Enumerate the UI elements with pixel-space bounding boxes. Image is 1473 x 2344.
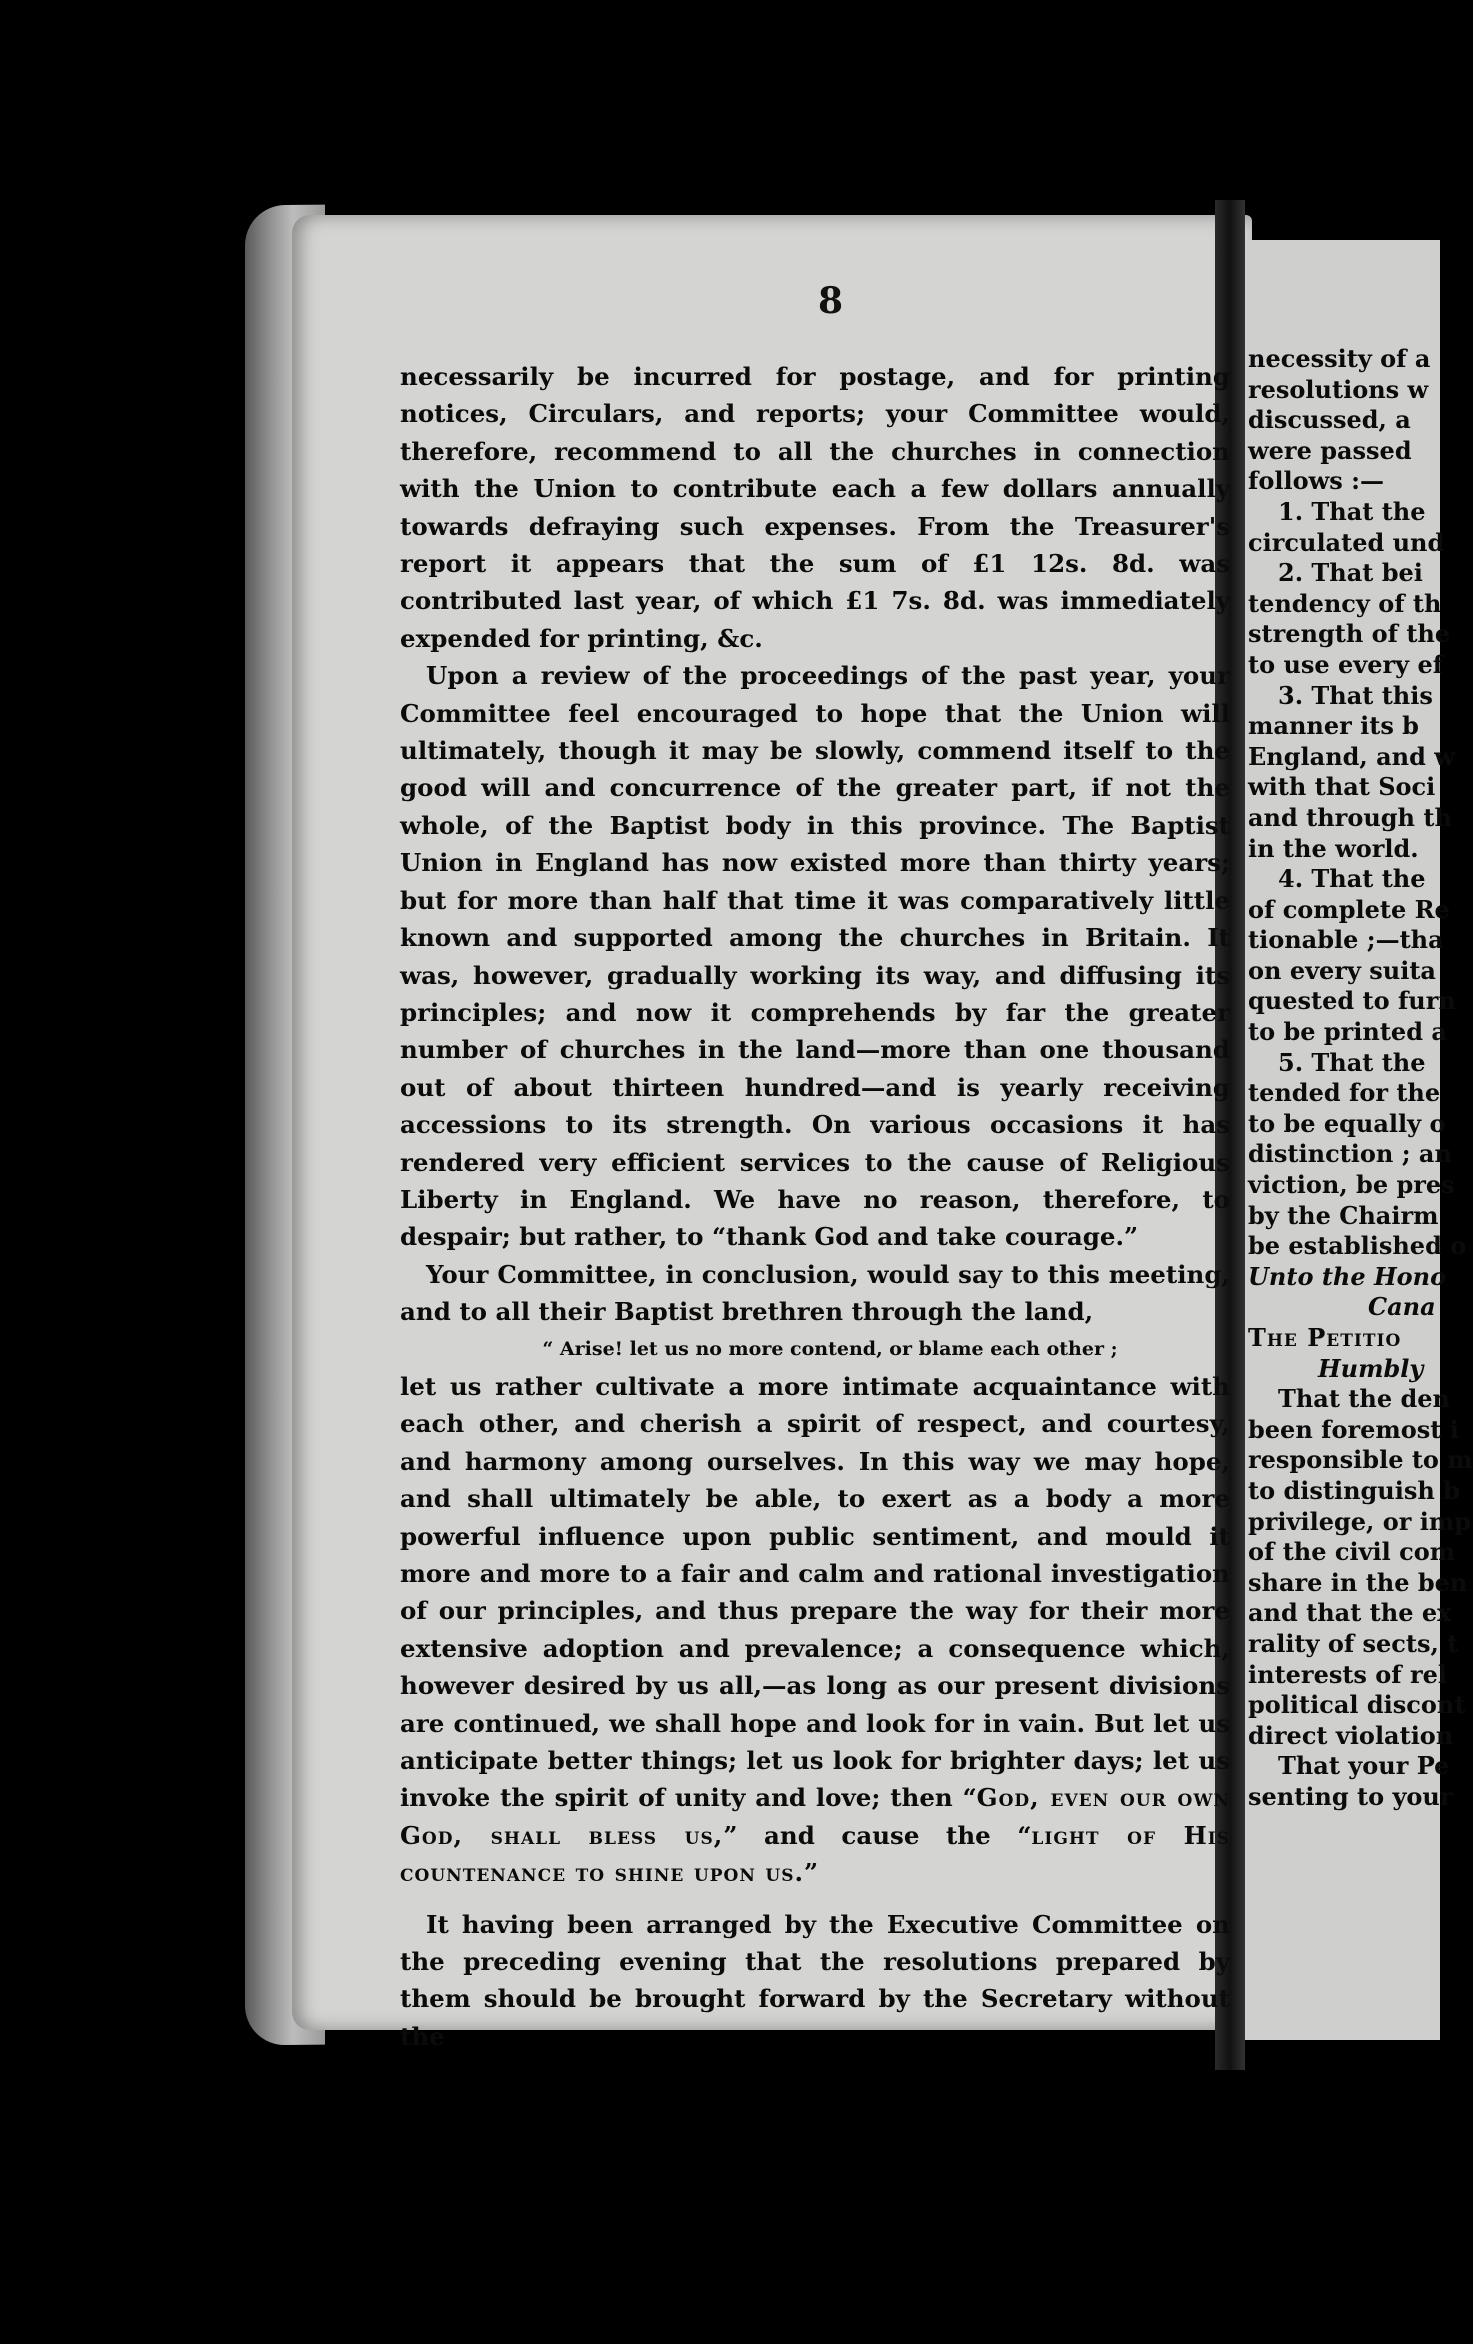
right-page-line: political discont <box>1248 1690 1466 1720</box>
right-page-line: circulated und <box>1248 527 1445 557</box>
right-page-line: quested to furn <box>1248 986 1456 1016</box>
right-page-line: resolutions w <box>1248 374 1429 404</box>
left-page-text <box>400 358 1230 2055</box>
right-page-line: tionable ;—tha <box>1248 925 1444 955</box>
right-page-line: tendency of th <box>1248 588 1442 618</box>
paragraph-text: ” and cause the “ <box>723 1820 1032 1850</box>
right-page-line: and that the ex <box>1248 1598 1452 1628</box>
paragraph: Your Committee, in conclusion, would say to this meeting, and to all their Baptist brethren through the land, <box>400 1259 1230 1327</box>
right-page-line: strength of the <box>1248 619 1451 649</box>
right-page-line: tended for the <box>1248 1078 1441 1108</box>
paragraph: necessarily be incurred for postage, and for printing notices, Circulars, and reports; your Committee would, therefore, recommend to all the churches in connection with the Union to contribute each a few dollars annually towards defraying such expenses. From the Treasurer's report it appears that the sum of £1 12s. 8d. was contributed last year, of which £1 7s. 8d. was immediately expended for printing, &c. <box>400 362 1230 653</box>
paragraph: Upon a review of the proceedings of the past year, your Committee feel encouraged to hope that the Union will ultimately, though it may be slowly, commend itself to the good will and concurrence of the greater part, if not the whole, of the Baptist body in this province. The Baptist Union in England has now existed more than thirty years; but for more than half that time it was comparatively little known and supported among the churches in Britain. It was, however, gradually working its way, and diffusing its principles; and now it comprehends by far the greater number of churches in the land—more than one thousand out of about thirteen hundred—and is yearly receiving accessions to its strength. On various occasions it has rendered very efficient services to the cause of Religious Liberty in England. We have no reason, therefore, to despair; but rather, to “thank God and take courage.” <box>400 661 1230 1252</box>
right-page-line: manner its b <box>1248 711 1419 741</box>
right-page-line: 2. That bei <box>1278 558 1423 588</box>
right-page-line: necessity of a <box>1248 344 1431 373</box>
right-page-line: The Petitio <box>1248 1323 1402 1352</box>
right-page-line: That the den <box>1278 1384 1450 1414</box>
right-page-line: 5. That the <box>1278 1047 1426 1077</box>
right-page-line: to use every ef <box>1248 649 1444 679</box>
paragraph <box>400 1368 1230 1892</box>
right-page-line: be established o <box>1248 1231 1467 1261</box>
right-page-line: in the world. <box>1248 833 1419 863</box>
right-page-line: of the civil com <box>1248 1537 1456 1567</box>
right-page-line: and through th <box>1248 802 1452 832</box>
paragraph-text: let us rather cultivate a more intimate acquaintance with each other, and cherish a spirit of respect, and courtesy, and harmony among ourselves. In this way we may hope, and shall ultimately be able, to exert as a body a more powerful influence upon public sentiment, and mould it more and more to a fair and calm and rational investigation of our principles, and thus prepare the way for their more extensive adoption and prevalence; a consequence which, however desired by us all,—as long as our present divisions are continued, we shall hope and look for in vain. But let us anticipate better things; let us look for brighter days; let us invoke the spirit of unity and love; then “ <box>400 1371 1230 1813</box>
right-page-line: senting to your <box>1248 1781 1453 1811</box>
right-page-line: 3. That this <box>1278 680 1433 710</box>
right-page-line: Unto the Hono <box>1248 1261 1447 1291</box>
small-caps-text: God, even our own God, shall bless us, <box>400 1783 1230 1850</box>
right-page-line: England, and w <box>1248 741 1455 771</box>
page-number: 8 <box>818 280 844 322</box>
right-page-line: 4. That the <box>1278 864 1426 894</box>
right-page-line: discussed, a <box>1248 405 1411 435</box>
right-page-line: been foremost i <box>1248 1414 1459 1444</box>
right-page-line: follows :— <box>1248 466 1384 496</box>
right-page-line: with that Soci <box>1248 772 1436 802</box>
right-page-line: interests of rel <box>1248 1659 1448 1689</box>
right-page-line: viction, be pres <box>1248 1170 1455 1200</box>
right-page-line: That your Pe <box>1278 1751 1450 1781</box>
small-caps-text: light of His countenance to shine upon us. <box>400 1820 1231 1888</box>
right-page-line: direct violation <box>1248 1720 1454 1750</box>
right-page-line: share in the ben <box>1248 1567 1468 1597</box>
paragraph-text: ” <box>804 1858 819 1888</box>
right-page-line: to distinguish b <box>1248 1475 1460 1505</box>
right-page-line: privilege, or imp <box>1248 1506 1472 1536</box>
right-page-line: rality of sects, t <box>1248 1628 1459 1658</box>
right-page-line: Cana <box>1368 1292 1436 1322</box>
right-page-line: responsible to m <box>1248 1445 1473 1475</box>
quotation: “ Arise! let us no more contend, or blame each other ; <box>542 1337 1118 1360</box>
right-page-line: Humbly <box>1318 1353 1424 1383</box>
paragraph: It having been arranged by the Executive Committee on the preceding evening that the resolutions prepared by them should be brought forward by the Secretary without the <box>400 1909 1230 2051</box>
right-page-line: on every suita <box>1248 955 1436 985</box>
right-page-line: of complete Re <box>1248 894 1450 924</box>
right-page-line: were passed <box>1248 435 1412 465</box>
right-page-line: by the Chairm <box>1248 1200 1439 1230</box>
right-page-line: 1. That the <box>1278 496 1426 526</box>
right-page-text <box>1248 344 1473 1813</box>
right-page-line: to be printed a <box>1248 1017 1447 1047</box>
right-page-line: to be equally o <box>1248 1108 1446 1138</box>
right-page-line: distinction ; an <box>1248 1139 1452 1169</box>
